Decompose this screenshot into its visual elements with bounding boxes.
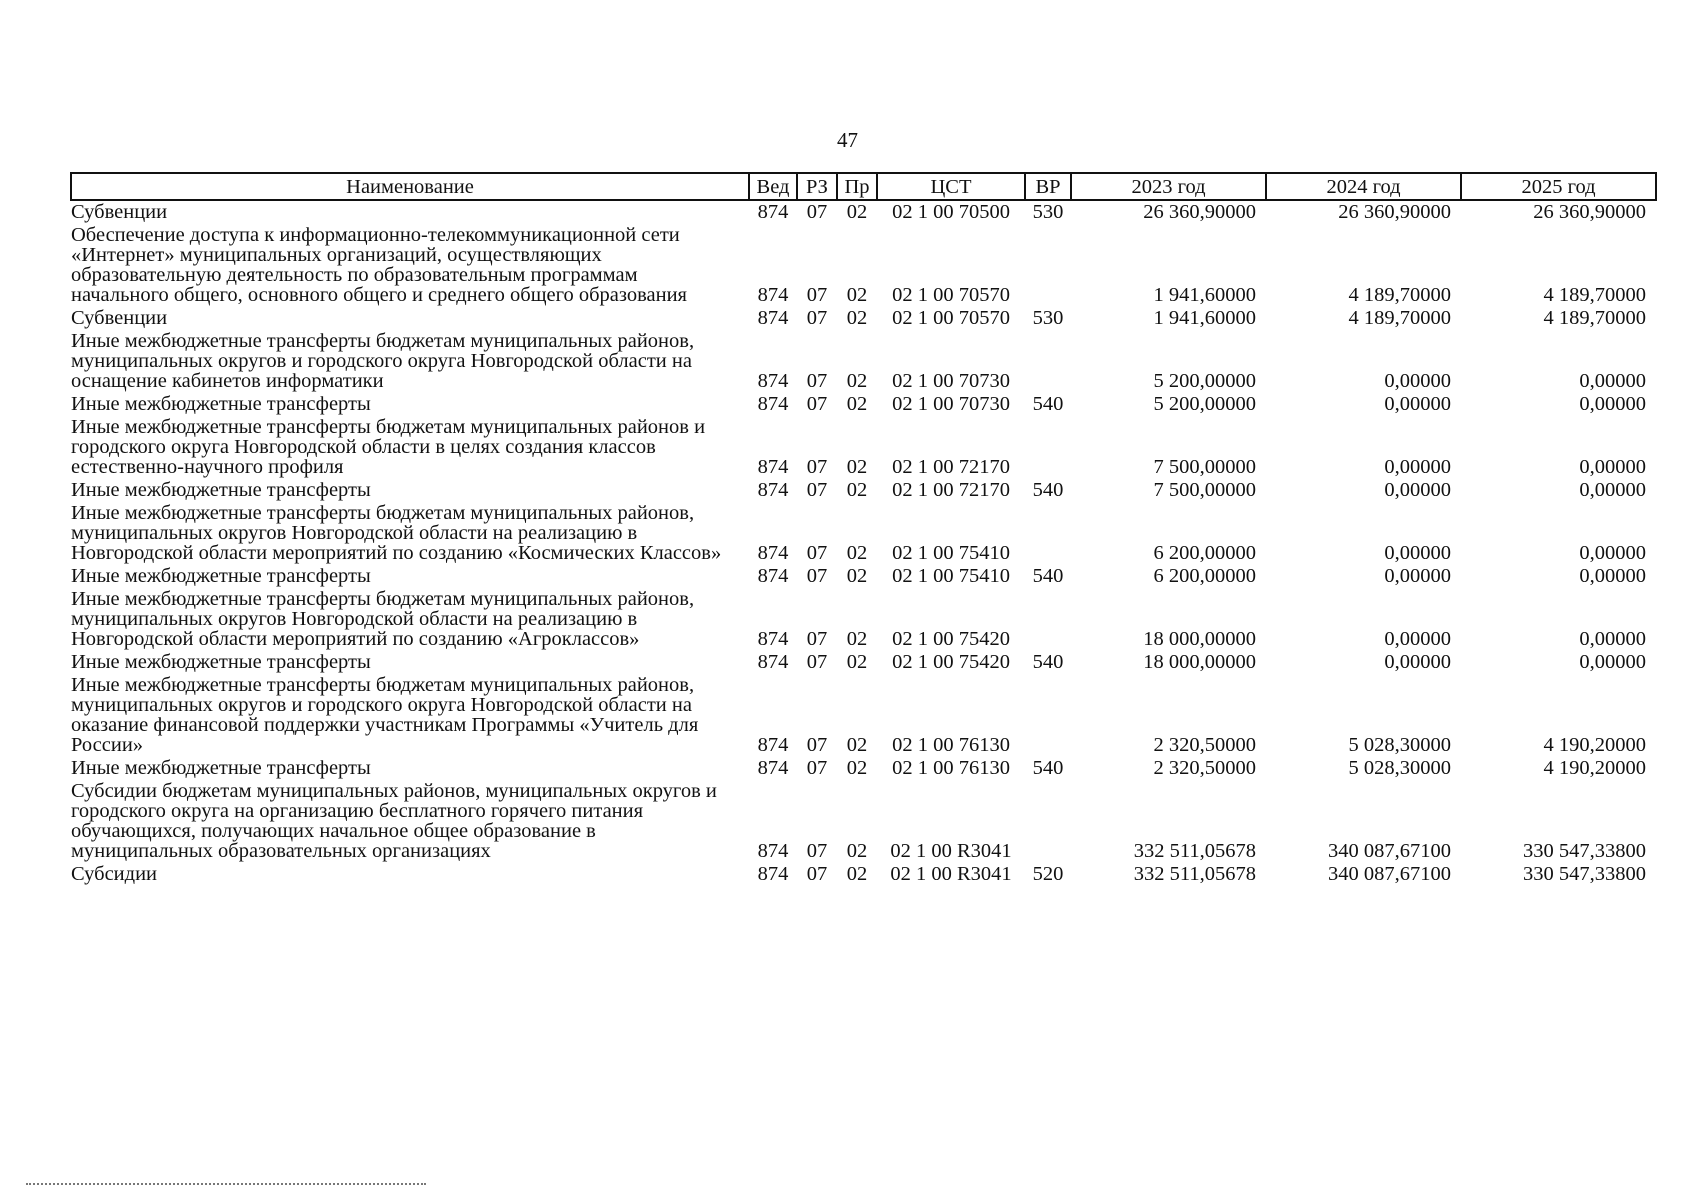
table-row bbox=[71, 674, 1656, 757]
cell-vr: 540 bbox=[1032, 651, 1064, 673]
header-name: Наименование bbox=[71, 173, 749, 200]
cell-2024: 0,00000 bbox=[1384, 565, 1451, 587]
cell-rz: 07 bbox=[806, 542, 828, 564]
cell-pr: 02 bbox=[846, 393, 868, 415]
cell-vr: 540 bbox=[1032, 757, 1064, 779]
row-name: Иные межбюджетные трансферты bbox=[71, 651, 371, 673]
cell-2025: 4 190,20000 bbox=[1543, 757, 1646, 779]
cell-pr: 02 bbox=[846, 863, 868, 885]
table-row bbox=[71, 757, 1656, 780]
budget-table bbox=[70, 172, 1657, 886]
cell-2023: 18 000,00000 bbox=[1143, 628, 1256, 650]
cell-vr bbox=[1025, 416, 1071, 479]
cell-pr: 02 bbox=[846, 734, 868, 756]
cell-2024: 0,00000 bbox=[1384, 628, 1451, 650]
cell-2023: 5 200,00000 bbox=[1153, 370, 1256, 392]
row-name: Иные межбюджетные трансферты бюджетам муниципальных районов, муниципальных округов и городского округа Новгородской области на оснащение кабинетов информатики bbox=[71, 330, 695, 392]
cell-vr bbox=[1025, 674, 1071, 757]
table-row bbox=[71, 224, 1656, 307]
row-name: Субвенции bbox=[71, 307, 168, 329]
cell-vr: 540 bbox=[1032, 393, 1064, 415]
cell-vr: 540 bbox=[1032, 479, 1064, 501]
cell-cst: 02 1 00 70500 bbox=[892, 201, 1010, 223]
cell-2023: 1 941,60000 bbox=[1153, 284, 1256, 306]
cell-pr: 02 bbox=[846, 651, 868, 673]
cell-vr bbox=[1025, 780, 1071, 863]
cell-vr bbox=[1025, 330, 1071, 393]
cell-pr: 02 bbox=[846, 307, 868, 329]
cell-2025: 0,00000 bbox=[1579, 542, 1646, 564]
cell-2024: 0,00000 bbox=[1384, 542, 1451, 564]
cell-rz: 07 bbox=[806, 307, 828, 329]
cell-2024: 5 028,30000 bbox=[1348, 757, 1451, 779]
header-ved: Вед bbox=[749, 173, 797, 200]
cell-cst: 02 1 00 75420 bbox=[892, 628, 1010, 650]
row-name: Иные межбюджетные трансферты bbox=[71, 393, 371, 415]
cell-rz: 07 bbox=[806, 565, 828, 587]
table-row bbox=[71, 416, 1656, 479]
cell-2023: 6 200,00000 bbox=[1153, 565, 1256, 587]
cell-2023: 2 320,50000 bbox=[1153, 757, 1256, 779]
table-row bbox=[71, 863, 1656, 886]
cell-ved: 874 bbox=[757, 201, 789, 223]
table-row bbox=[71, 651, 1656, 674]
cell-2025: 0,00000 bbox=[1579, 456, 1646, 478]
cell-rz: 07 bbox=[806, 628, 828, 650]
row-name: Иные межбюджетные трансферты бюджетам муниципальных районов, муниципальных округов Новгородской области на реализацию в Новгородской области мероприятий по созданию «Космических Классов» bbox=[71, 502, 722, 564]
cell-cst: 02 1 00 72170 bbox=[892, 456, 1010, 478]
cell-2025: 4 190,20000 bbox=[1543, 734, 1646, 756]
cell-pr: 02 bbox=[846, 201, 868, 223]
cell-2024: 26 360,90000 bbox=[1338, 201, 1451, 223]
cell-ved: 874 bbox=[757, 651, 789, 673]
cell-cst: 02 1 00 R3041 bbox=[890, 840, 1012, 862]
cell-ved: 874 bbox=[757, 565, 789, 587]
cell-cst: 02 1 00 70570 bbox=[892, 307, 1010, 329]
cell-cst: 02 1 00 72170 bbox=[892, 479, 1010, 501]
cell-rz: 07 bbox=[806, 456, 828, 478]
cell-2025: 0,00000 bbox=[1579, 628, 1646, 650]
cell-rz: 07 bbox=[806, 757, 828, 779]
cell-ved: 874 bbox=[757, 393, 789, 415]
cell-pr: 02 bbox=[846, 565, 868, 587]
cell-cst: 02 1 00 75410 bbox=[892, 565, 1010, 587]
cell-2024: 340 087,67100 bbox=[1328, 863, 1451, 885]
cell-pr: 02 bbox=[846, 456, 868, 478]
header-2023: 2023 год bbox=[1071, 173, 1266, 200]
cell-rz: 07 bbox=[806, 201, 828, 223]
cell-2023: 332 511,05678 bbox=[1133, 863, 1256, 885]
cell-cst: 02 1 00 75420 bbox=[892, 651, 1010, 673]
table-row bbox=[71, 307, 1656, 330]
cell-pr: 02 bbox=[846, 542, 868, 564]
row-name: Субсидии бюджетам муниципальных районов, муниципальных округов и городского округа на организацию бесплатного горячего питания обучающихся, получающих начальное общее образование в муниципальных образовательных организациях bbox=[71, 780, 717, 862]
cell-pr: 02 bbox=[846, 284, 868, 306]
cell-2025: 4 189,70000 bbox=[1543, 284, 1646, 306]
table-row bbox=[71, 330, 1656, 393]
cell-rz: 07 bbox=[806, 393, 828, 415]
cell-2024: 340 087,67100 bbox=[1328, 840, 1451, 862]
cell-2024: 0,00000 bbox=[1384, 456, 1451, 478]
table-row bbox=[71, 588, 1656, 651]
row-name: Иные межбюджетные трансферты bbox=[71, 757, 371, 779]
cell-2024: 0,00000 bbox=[1384, 479, 1451, 501]
cell-ved: 874 bbox=[757, 370, 789, 392]
row-name: Субвенции bbox=[71, 201, 168, 223]
cell-2023: 1 941,60000 bbox=[1153, 307, 1256, 329]
cell-cst: 02 1 00 R3041 bbox=[890, 863, 1012, 885]
cell-ved: 874 bbox=[757, 456, 789, 478]
header-pr: Пр bbox=[837, 173, 877, 200]
cell-2023: 5 200,00000 bbox=[1153, 393, 1256, 415]
table-row bbox=[71, 565, 1656, 588]
cell-2023: 7 500,00000 bbox=[1153, 456, 1256, 478]
cell-cst: 02 1 00 76130 bbox=[892, 734, 1010, 756]
cell-2023: 7 500,00000 bbox=[1153, 479, 1256, 501]
row-name: Иные межбюджетные трансферты бюджетам муниципальных районов, муниципальных округов Новгородской области на реализацию в Новгородской области мероприятий по созданию «Агроклассов» bbox=[71, 588, 695, 650]
cell-cst: 02 1 00 70730 bbox=[892, 393, 1010, 415]
page-number: 47 bbox=[837, 128, 858, 152]
cell-2025: 4 189,70000 bbox=[1543, 307, 1646, 329]
cell-rz: 07 bbox=[806, 370, 828, 392]
cell-ved: 874 bbox=[757, 628, 789, 650]
cell-2025: 330 547,33800 bbox=[1523, 863, 1646, 885]
header-2024: 2024 год bbox=[1266, 173, 1461, 200]
cell-2023: 26 360,90000 bbox=[1143, 201, 1256, 223]
header-cst: ЦСТ bbox=[877, 173, 1025, 200]
cell-2024: 0,00000 bbox=[1384, 393, 1451, 415]
row-name: Иные межбюджетные трансферты бюджетам муниципальных районов, муниципальных округов и городского округа Новгородской области на оказание финансовой поддержки участникам Программы «Учитель для России» bbox=[71, 674, 699, 756]
cell-ved: 874 bbox=[757, 307, 789, 329]
cell-pr: 02 bbox=[846, 840, 868, 862]
cell-cst: 02 1 00 70570 bbox=[892, 284, 1010, 306]
cell-2023: 6 200,00000 bbox=[1153, 542, 1256, 564]
cell-rz: 07 bbox=[806, 479, 828, 501]
cell-vr bbox=[1025, 502, 1071, 565]
cell-2025: 0,00000 bbox=[1579, 370, 1646, 392]
cell-cst: 02 1 00 70730 bbox=[892, 370, 1010, 392]
footer-divider bbox=[26, 1183, 426, 1185]
table-header-row bbox=[71, 173, 1656, 200]
cell-rz: 07 bbox=[806, 651, 828, 673]
cell-ved: 874 bbox=[757, 479, 789, 501]
cell-ved: 874 bbox=[757, 757, 789, 779]
cell-vr bbox=[1025, 588, 1071, 651]
cell-rz: 07 bbox=[806, 863, 828, 885]
cell-2023: 2 320,50000 bbox=[1153, 734, 1256, 756]
cell-2023: 332 511,05678 bbox=[1133, 840, 1256, 862]
cell-2023: 18 000,00000 bbox=[1143, 651, 1256, 673]
cell-2024: 5 028,30000 bbox=[1348, 734, 1451, 756]
table-body bbox=[71, 200, 1656, 886]
cell-vr: 520 bbox=[1032, 863, 1064, 885]
cell-pr: 02 bbox=[846, 479, 868, 501]
cell-ved: 874 bbox=[757, 840, 789, 862]
cell-2024: 4 189,70000 bbox=[1348, 307, 1451, 329]
cell-ved: 874 bbox=[757, 284, 789, 306]
cell-rz: 07 bbox=[806, 284, 828, 306]
cell-pr: 02 bbox=[846, 757, 868, 779]
table-row bbox=[71, 200, 1656, 224]
table-row bbox=[71, 780, 1656, 863]
row-name: Иные межбюджетные трансферты bbox=[71, 479, 371, 501]
row-name: Субсидии bbox=[71, 863, 158, 885]
cell-ved: 874 bbox=[757, 734, 789, 756]
cell-cst: 02 1 00 75410 bbox=[892, 542, 1010, 564]
cell-2025: 0,00000 bbox=[1579, 651, 1646, 673]
cell-2025: 26 360,90000 bbox=[1533, 201, 1646, 223]
cell-2025: 0,00000 bbox=[1579, 565, 1646, 587]
row-name: Обеспечение доступа к информационно-телекоммуникационной сети «Интернет» муниципальных организаций, осуществляющих образовательную деятельность по образовательным программам начального общего, основного общего и среднего общего образования bbox=[71, 224, 687, 306]
cell-rz: 07 bbox=[806, 840, 828, 862]
cell-pr: 02 bbox=[846, 628, 868, 650]
header-vr: ВР bbox=[1025, 173, 1071, 200]
row-name: Иные межбюджетные трансферты bbox=[71, 565, 371, 587]
cell-ved: 874 bbox=[757, 863, 789, 885]
cell-pr: 02 bbox=[846, 370, 868, 392]
table-row bbox=[71, 479, 1656, 502]
header-2025: 2025 год bbox=[1461, 173, 1656, 200]
table-row bbox=[71, 393, 1656, 416]
header-rz: РЗ bbox=[797, 173, 837, 200]
cell-ved: 874 bbox=[757, 542, 789, 564]
cell-2024: 0,00000 bbox=[1384, 651, 1451, 673]
table-row bbox=[71, 502, 1656, 565]
cell-2024: 0,00000 bbox=[1384, 370, 1451, 392]
cell-vr: 530 bbox=[1032, 201, 1064, 223]
cell-vr: 530 bbox=[1032, 307, 1064, 329]
cell-2025: 0,00000 bbox=[1579, 393, 1646, 415]
cell-vr: 540 bbox=[1032, 565, 1064, 587]
cell-2024: 4 189,70000 bbox=[1348, 284, 1451, 306]
cell-cst: 02 1 00 76130 bbox=[892, 757, 1010, 779]
cell-vr bbox=[1025, 224, 1071, 307]
cell-rz: 07 bbox=[806, 734, 828, 756]
row-name: Иные межбюджетные трансферты бюджетам муниципальных районов и городского округа Новгородской области в целях создания классов естественно-научного профиля bbox=[71, 416, 706, 478]
cell-2025: 330 547,33800 bbox=[1523, 840, 1646, 862]
cell-2025: 0,00000 bbox=[1579, 479, 1646, 501]
